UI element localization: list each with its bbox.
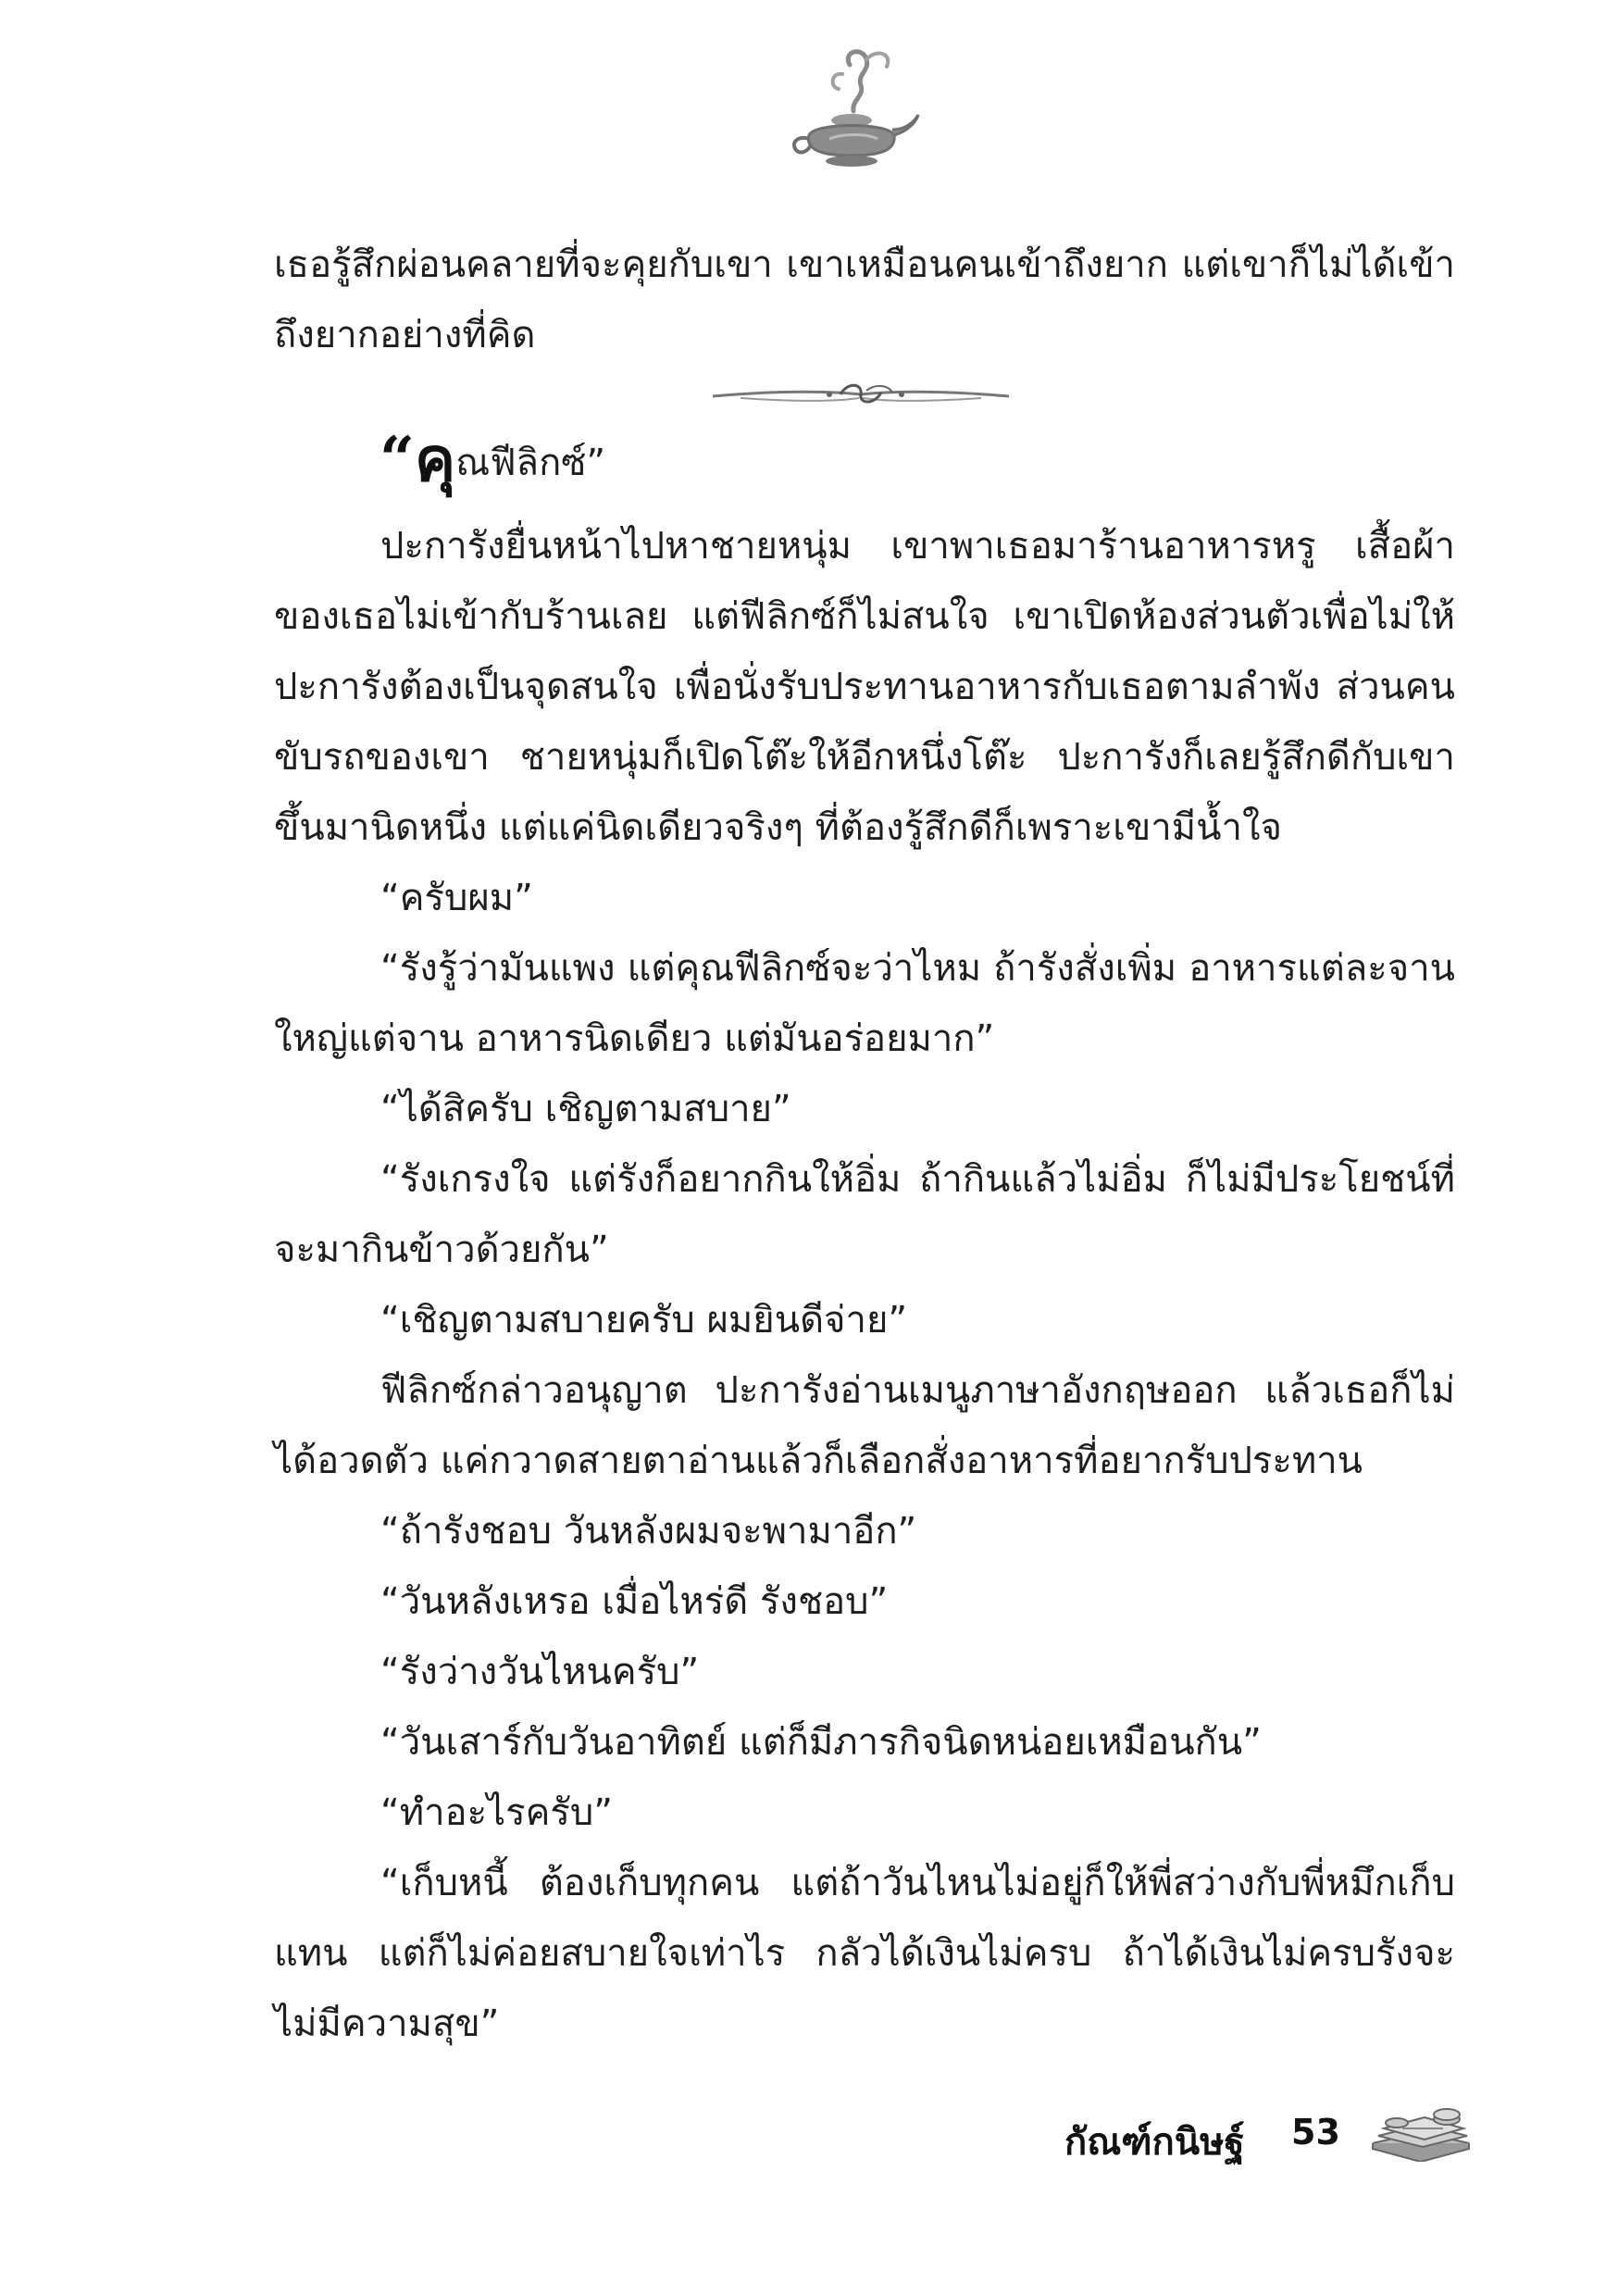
opening-line-rest: ณฟีลิกซ์” [455,442,606,484]
paragraph: “ได้สิครับ เชิญตามสบาย” [380,1088,791,1130]
page-footer [1064,2106,1490,2171]
chapter-opening-line [380,423,606,498]
money-stack-icon [1365,2106,1476,2162]
paragraph: “เชิญตามสบายครับ ผมยินดีจ่าย” [380,1299,908,1341]
paragraph: “วันหลังเหรอ เมื่อไหร่ดี รังชอบ” [380,1580,889,1623]
body-text [274,511,1455,2059]
paragraph: “ทำอะไรครับ” [380,1791,614,1834]
book-title: กัณฑ์กนิษฐ์ [1064,2121,1245,2164]
genie-lamp-icon [778,46,926,176]
paragraph: ฟีลิกซ์กล่าวอนุญาต ปะการังอ่านเมนูภาษาอังกฤษออก แล้วเธอก็ไม่ได้อวดตัว แค่กวาดสายตาอ่านแล้วก็เลือกสั่งอาหารที่อยากรับประทาน [274,1369,1455,1482]
drop-cap-letter: คุ [414,423,456,495]
drop-cap-quote: “ [380,423,415,495]
paragraph: “เก็บหนี้ ต้องเก็บทุกคน แต่ถ้าวันไหนไม่อยู่ก็ให้พี่สว่างกับพี่หมึกเก็บแทน แต่ก็ไม่ค่อยสบายใจเท่าไร กลัวได้เงินไม่ครบ ถ้าได้เงินไม่ครบรังจะไม่มีความสุข” [274,1862,1455,2045]
paragraph: ปะการังยื่นหน้าไปหาชายหนุ่ม เขาพาเธอมาร้านอาหารหรู เสื้อผ้าของเธอไม่เข้ากับร้านเลย แต่ฟีลิกซ์ก็ไม่สนใจ เขาเปิดห้องส่วนตัวเพื่อไม่ให้ปะการังต้องเป็นจุดสนใจ เพื่อนั่งรับประทานอาหารกับเธอตามลำพัง ส่วนคนขับรถของเขา ชายหนุ่มก็เปิดโต๊ะให้อีกหนึ่งโต๊ะ ปะการังก็เลยรู้สึกดีกับเขาขึ้นมานิดหนึ่ง แต่แค่นิดเดียวจริงๆ ที่ต้องรู้สึกดีก็เพราะเขามีน้ำใจ [274,525,1455,849]
paragraph: “วันเสาร์กับวันอาทิตย์ แต่ก็มีภารกิจนิดหน่อยเหมือนกัน” [380,1721,1262,1764]
ornamental-divider [703,370,1018,417]
page-number: 53 [1291,2112,1340,2152]
paragraph: “รังรู้ว่ามันแพง แต่คุณฟีลิกซ์จะว่าไหม ถ้ารังสั่งเพิ่ม อาหารแต่ละจานใหญ่แต่จาน อาหารนิดเดียว แต่มันอร่อยมาก” [274,947,1455,1060]
intro-paragraph [274,230,1455,370]
paragraph: “ครับผม” [380,877,533,919]
paragraph: “รังเกรงใจ แต่รังก็อยากกินให้อิ่ม ถ้ากินแล้วไม่อิ่ม ก็ไม่มีประโยชน์ที่จะมากินข้าวด้วยกัน” [274,1158,1455,1271]
paragraph: “รังว่างวันไหนครับ” [380,1651,700,1693]
paragraph: “ถ้ารังชอบ วันหลังผมจะพามาอีก” [380,1510,917,1553]
intro-text: เธอรู้สึกผ่อนคลายที่จะคุยกับเขา เขาเหมือนคนเข้าถึงยาก แต่เขาก็ไม่ได้เข้าถึงยากอย่างที่คิด [274,243,1455,356]
